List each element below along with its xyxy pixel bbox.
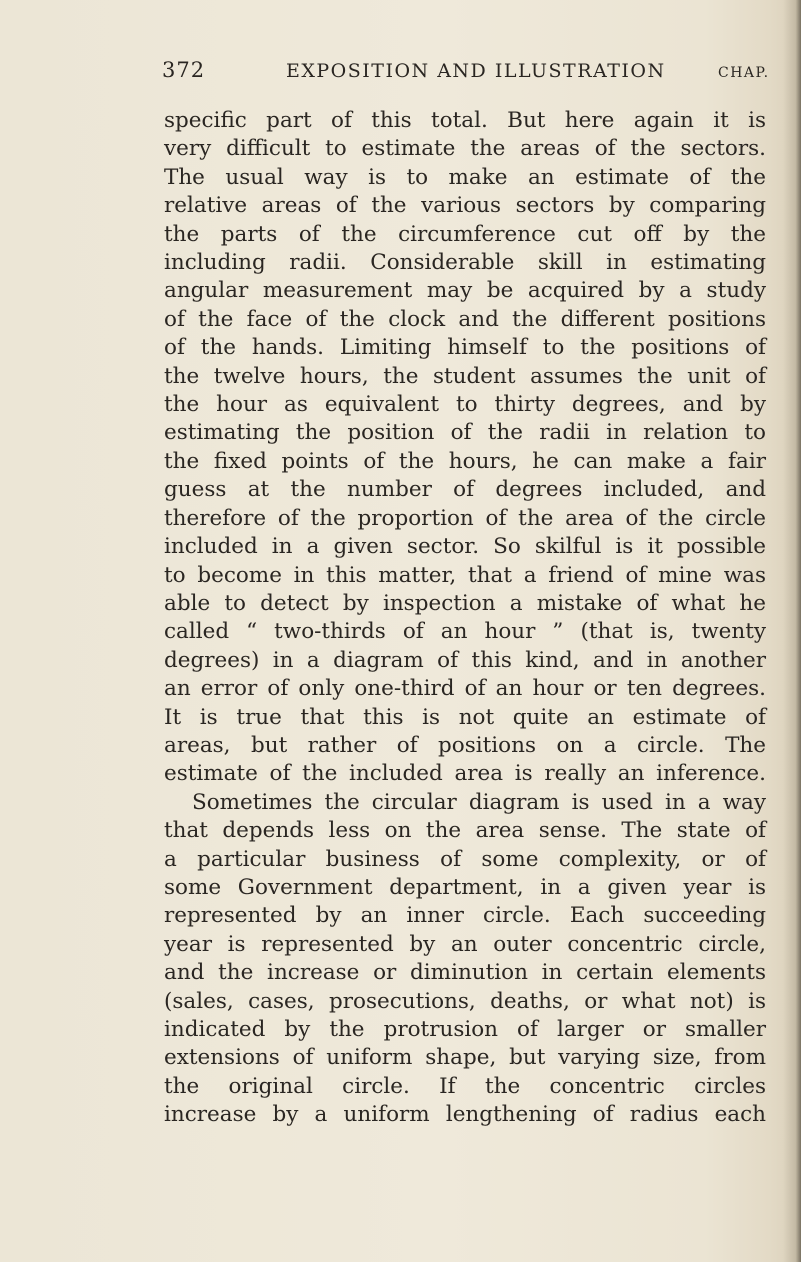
text-line: and the increase or diminution in certain elements: [164, 960, 766, 986]
text-line: a particular business of some complexity, or of: [164, 846, 766, 872]
text-line: some Government department, in a given year is: [164, 874, 766, 900]
page-number: 372: [162, 58, 206, 82]
text-line: relative areas of the various sectors by comparing: [164, 193, 766, 219]
text-line: of the hands. Limiting himself to the positions of: [164, 335, 766, 361]
paragraph-start-line: Sometimes the circular diagram is used in a way: [192, 789, 766, 815]
text-line: degrees) in a diagram of this kind, and in another: [164, 647, 766, 673]
text-line: able to detect by inspection a mistake of what he: [164, 590, 766, 616]
text-line: the hour as equivalent to thirty degrees, and by: [164, 392, 766, 418]
text-line: The usual way is to make an estimate of the: [164, 164, 766, 190]
text-line: (sales, cases, prosecutions, deaths, or what not) is: [164, 988, 766, 1014]
text-line: to become in this matter, that a friend of mine was: [164, 562, 766, 588]
page-edge-shadow: [783, 0, 801, 1262]
text-line: therefore of the proportion of the area of the circle: [164, 505, 766, 531]
text-line: guess at the number of degrees included, and: [164, 477, 766, 503]
text-line: very difficult to estimate the areas of the sectors.: [164, 136, 766, 162]
text-line: the original circle. If the concentric circles: [164, 1073, 766, 1099]
text-line: areas, but rather of positions on a circle. The: [164, 732, 766, 758]
text-line: It is true that this is not quite an estimate of: [164, 704, 766, 730]
text-line: of the face of the clock and the different positions: [164, 306, 766, 332]
text-line: the fixed points of the hours, he can make a fair: [164, 448, 766, 474]
chapter-abbreviation: CHAP.: [718, 65, 770, 81]
text-line: the parts of the circumference cut off by the: [164, 221, 766, 247]
text-line: represented by an inner circle. Each succeeding: [164, 903, 766, 929]
text-line: including radii. Considerable skill in estimating: [164, 250, 766, 276]
text-line: specific part of this total. But here again it is: [164, 108, 766, 133]
text-line: extensions of uniform shape, but varying size, from: [164, 1045, 766, 1071]
text-line: an error of only one-third of an hour or ten degrees.: [164, 676, 766, 702]
text-line: estimate of the included area is really an inference.: [164, 761, 766, 787]
body-text: [164, 107, 766, 1130]
text-line: estimating the position of the radii in relation to: [164, 420, 766, 446]
running-title: EXPOSITION AND ILLUSTRATION: [286, 60, 666, 82]
text-line: indicated by the protrusion of larger or smaller: [164, 1017, 766, 1042]
text-line: that depends less on the area sense. The state of: [164, 818, 766, 844]
page-header: [0, 58, 801, 98]
text-line: increase by a uniform lengthening of radius each: [164, 1102, 766, 1128]
text-line: angular measurement may be acquired by a study: [164, 278, 766, 304]
text-line: included in a given sector. So skilful is it possible: [164, 534, 766, 560]
text-line: year is represented by an outer concentric circle,: [164, 931, 766, 957]
text-line: called “ two-thirds of an hour ” (that is, twenty: [164, 619, 766, 645]
text-line: the twelve hours, the student assumes the unit of: [164, 363, 766, 389]
